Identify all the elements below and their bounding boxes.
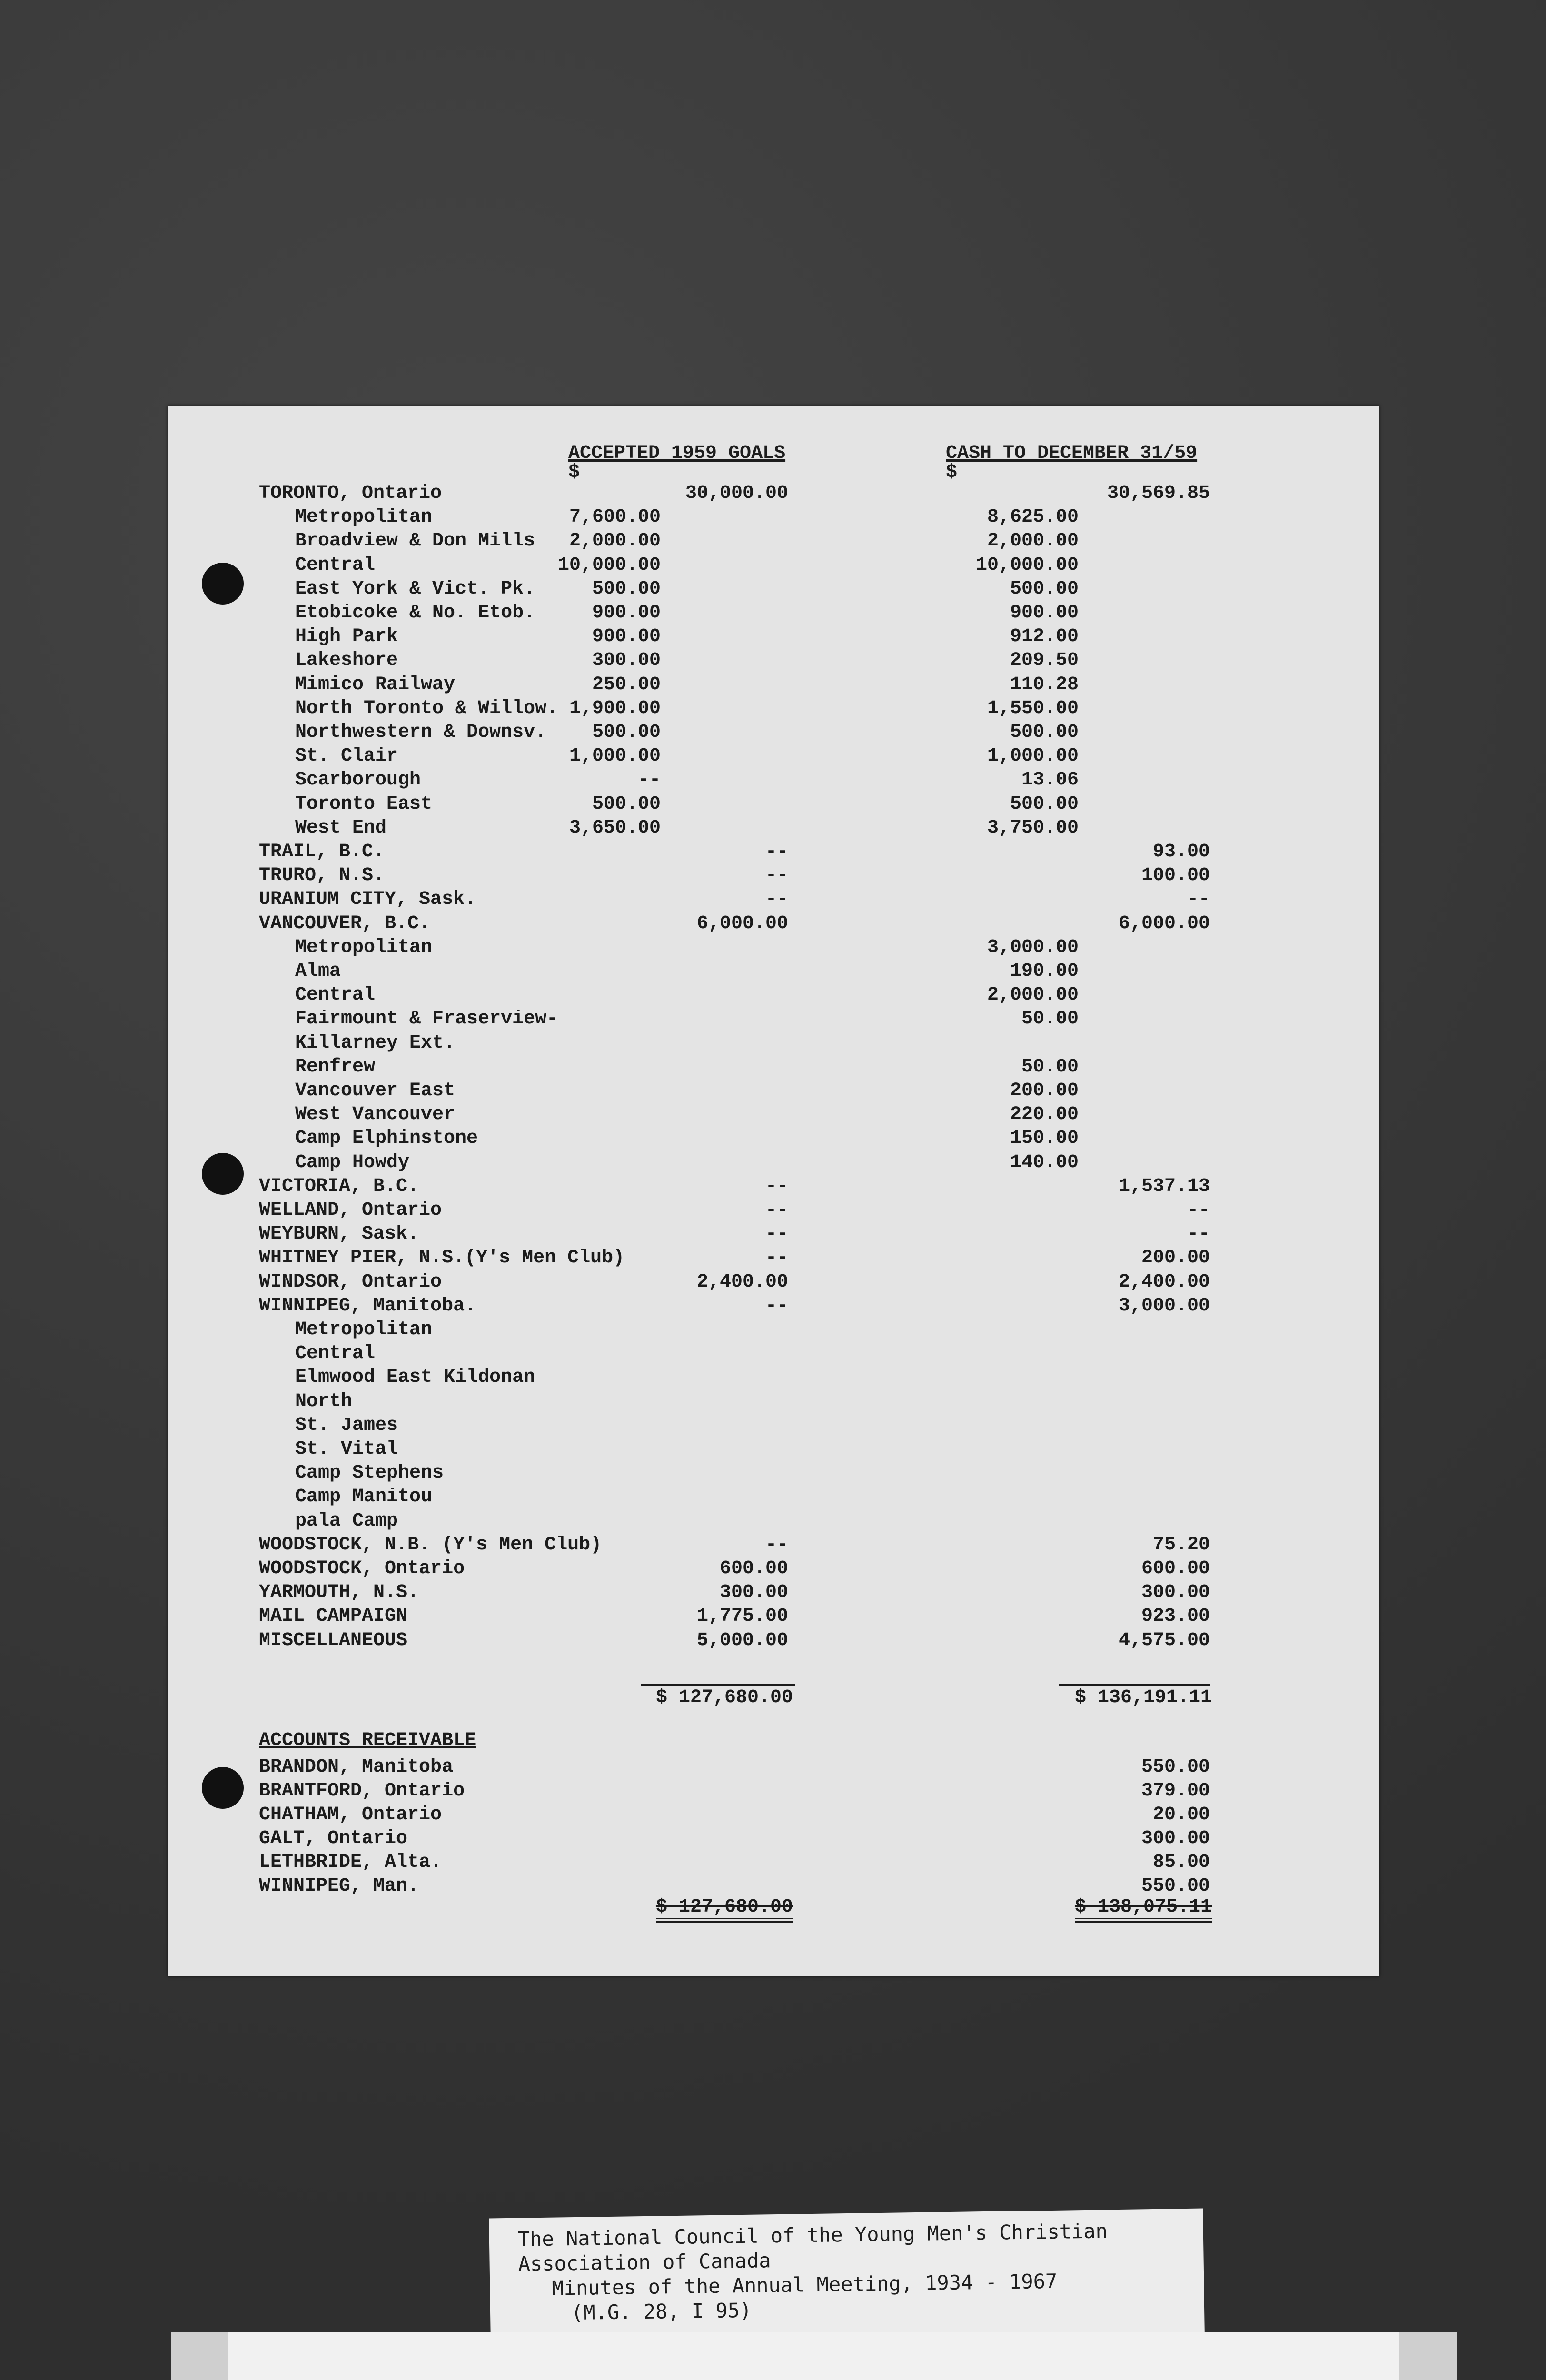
row-name: CHATHAM, Ontario <box>259 1804 442 1825</box>
row-name: Northwestern & Downsv. <box>295 722 547 743</box>
cash-total: 75.20 <box>1152 1534 1210 1556</box>
row-name: Mimico Railway <box>295 674 456 695</box>
goal-total: 2,400.00 <box>696 1271 788 1293</box>
cash-total: 200.00 <box>1141 1247 1210 1269</box>
goal-total: 600.00 <box>719 1558 788 1579</box>
ledger-row <box>168 1007 1379 1031</box>
row-name: Vancouver East <box>295 1080 456 1101</box>
ledger-row <box>168 1175 1379 1199</box>
row-name: Camp Manitou <box>295 1486 433 1508</box>
card-edge <box>171 2332 228 2380</box>
cash-detail: 3,000.00 <box>987 936 1079 958</box>
ledger-row <box>168 1079 1379 1103</box>
ledger-page <box>168 406 1379 1976</box>
ledger-row <box>168 1199 1379 1222</box>
row-name: Elmwood East Kildonan <box>295 1367 535 1388</box>
cash-total: 379.00 <box>1141 1780 1210 1802</box>
row-name: East York & Vict. Pk. <box>295 578 535 600</box>
cash-total: 3,000.00 <box>1118 1295 1210 1317</box>
row-name: West End <box>295 817 387 839</box>
cash-detail: 209.50 <box>1010 650 1079 672</box>
ledger-row <box>168 1461 1379 1485</box>
row-name: Alma <box>295 961 341 982</box>
cash-detail: 2,000.00 <box>987 530 1079 552</box>
row-name: URANIUM CITY, Sask. <box>259 889 476 911</box>
cash-total: 30,569.85 <box>1107 483 1210 504</box>
ledger-row <box>168 816 1379 840</box>
cash-total: 93.00 <box>1152 841 1210 863</box>
goal-total: 1,775.00 <box>696 1606 788 1627</box>
row-name: WINDSOR, Ontario <box>259 1271 442 1293</box>
cash-detail: 2,000.00 <box>987 984 1079 1006</box>
receivable-row <box>168 1755 1379 1779</box>
ledger-row <box>168 1222 1379 1246</box>
ledger-row <box>168 864 1379 888</box>
slip-line: Minutes of the Annual Meeting, 1934 - 1967 <box>551 2269 1058 2300</box>
cash-column-header: CASH TO DECEMBER 31/59 <box>946 443 1198 464</box>
row-name: Fairmount & Fraserview- <box>295 1008 558 1030</box>
row-name: St. Clair <box>295 745 398 767</box>
cash-subtotal-rule <box>1059 1684 1210 1686</box>
row-name: WINNIPEG, Man. <box>259 1875 419 1897</box>
cash-detail: 1,000.00 <box>987 745 1079 767</box>
goal-total: 5,000.00 <box>696 1629 788 1651</box>
row-name: High Park <box>295 626 398 648</box>
row-name: North Toronto & Willow. <box>295 697 558 719</box>
cash-total: 2,400.00 <box>1118 1271 1210 1293</box>
ledger-row <box>168 960 1379 983</box>
row-name: WELLAND, Ontario <box>259 1200 442 1221</box>
cash-subtotal: $ 136,191.11 <box>1074 1687 1212 1708</box>
row-name: LETHBRIDE, Alta. <box>259 1852 442 1873</box>
ledger-row <box>168 768 1379 792</box>
cash-total: 550.00 <box>1141 1875 1210 1897</box>
row-name: WOODSTOCK, N.B. (Y's Men Club) <box>259 1534 602 1556</box>
cash-total: 100.00 <box>1141 865 1210 887</box>
receivable-row <box>168 1803 1379 1827</box>
goal-detail: 300.00 <box>592 650 661 672</box>
cash-total: 6,000.00 <box>1118 912 1210 934</box>
cash-detail: 900.00 <box>1010 602 1079 624</box>
goal-detail: 7,600.00 <box>569 506 661 528</box>
goal-total: -- <box>765 1295 788 1317</box>
cash-detail: 220.00 <box>1010 1104 1079 1126</box>
goal-total: -- <box>765 1534 788 1556</box>
cash-total: 20.00 <box>1152 1804 1210 1825</box>
slip-line: (M.G. 28, I 95) <box>571 2298 752 2325</box>
row-name: Lakeshore <box>295 650 398 672</box>
row-name: St. Vital <box>295 1438 398 1460</box>
cash-detail: 50.00 <box>1021 1056 1079 1078</box>
goal-detail: 1,900.00 <box>569 697 661 719</box>
archive-card <box>171 2332 1457 2380</box>
row-name: St. James <box>295 1414 398 1436</box>
goal-detail: 500.00 <box>592 578 661 600</box>
goal-total: -- <box>765 1247 788 1269</box>
ledger-row <box>168 529 1379 553</box>
ledger-row <box>168 983 1379 1007</box>
row-name: Metropolitan <box>295 506 433 528</box>
slip-line: The National Council of the Young Men's Christian <box>517 2219 1108 2251</box>
cash-total: -- <box>1187 1200 1210 1221</box>
row-name: MISCELLANEOUS <box>259 1629 408 1651</box>
ledger-row <box>168 1485 1379 1509</box>
cash-total: 923.00 <box>1141 1606 1210 1627</box>
goal-detail: 900.00 <box>592 626 661 648</box>
ledger-row <box>168 744 1379 768</box>
row-name: VICTORIA, B.C. <box>259 1175 419 1197</box>
row-name: TORONTO, Ontario <box>259 483 442 504</box>
cash-detail: 13.06 <box>1021 769 1079 791</box>
row-name: Camp Elphinstone <box>295 1128 478 1150</box>
row-name: Toronto East <box>295 793 433 815</box>
ledger-row <box>168 1246 1379 1270</box>
ledger-row <box>168 482 1379 506</box>
row-name: Central <box>295 984 376 1006</box>
cash-detail: 110.28 <box>1010 674 1079 695</box>
ledger-row <box>168 1055 1379 1079</box>
ledger-row <box>168 577 1379 601</box>
row-name: pala Camp <box>295 1510 398 1532</box>
ledger-row <box>168 673 1379 697</box>
ledger-row <box>168 936 1379 960</box>
cash-total: 300.00 <box>1141 1828 1210 1849</box>
row-name: MAIL CAMPAIGN <box>259 1606 408 1627</box>
goals-column-header: ACCEPTED 1959 GOALS <box>568 443 786 464</box>
receivable-row <box>168 1874 1379 1898</box>
goal-detail: -- <box>637 769 661 791</box>
row-name: BRANTFORD, Ontario <box>259 1780 465 1802</box>
row-name: Etobicoke & No. Etob. <box>295 602 535 624</box>
cash-total: 85.00 <box>1152 1852 1210 1873</box>
ledger-row <box>168 793 1379 816</box>
row-name: WHITNEY PIER, N.S.(Y's Men Club) <box>259 1247 625 1269</box>
goals-subtotal: $ 127,680.00 <box>655 1687 793 1708</box>
cash-total: 4,575.00 <box>1118 1629 1210 1651</box>
cash-detail: 500.00 <box>1010 578 1079 600</box>
ledger-row <box>168 888 1379 912</box>
row-name: WEYBURN, Sask. <box>259 1223 419 1245</box>
cash-dollar-sign: $ <box>946 462 958 483</box>
goal-detail: 500.00 <box>592 722 661 743</box>
goals-grand-total: $ 127,680.00 <box>656 1896 793 1923</box>
ledger-row <box>168 1414 1379 1438</box>
row-name: WINNIPEG, Manitoba. <box>259 1295 476 1317</box>
accounts-receivable-heading: ACCOUNTS RECEIVABLE <box>259 1730 476 1751</box>
card-edge <box>1399 2332 1457 2380</box>
row-name: North <box>295 1390 353 1412</box>
row-name: YARMOUTH, N.S. <box>259 1582 419 1604</box>
goals-dollar-sign: $ <box>568 462 580 483</box>
row-name: GALT, Ontario <box>259 1828 408 1849</box>
ledger-row <box>168 1318 1379 1342</box>
cash-detail: 1,550.00 <box>987 697 1079 719</box>
ledger-row <box>168 554 1379 577</box>
ledger-row <box>168 1509 1379 1533</box>
goals-subtotal-rule <box>641 1684 795 1686</box>
ledger-row <box>168 1031 1379 1055</box>
row-name: Camp Howdy <box>295 1151 410 1173</box>
ledger-row <box>168 1533 1379 1557</box>
row-name: Metropolitan <box>295 1319 433 1340</box>
goal-total: -- <box>765 865 788 887</box>
cash-total: -- <box>1187 1223 1210 1245</box>
cash-detail: 3,750.00 <box>987 817 1079 839</box>
row-name: Camp Stephens <box>295 1462 444 1484</box>
cash-total: 600.00 <box>1141 1558 1210 1579</box>
cash-detail: 50.00 <box>1021 1008 1079 1030</box>
ledger-row <box>168 1629 1379 1653</box>
ledger-row <box>168 601 1379 625</box>
ledger-row <box>168 721 1379 744</box>
ledger-row <box>168 625 1379 649</box>
row-name: Scarborough <box>295 769 421 791</box>
cash-grand-total: $ 138,075.11 <box>1075 1896 1212 1923</box>
row-name: Broadview & Don Mills <box>295 530 535 552</box>
goal-total: -- <box>765 889 788 911</box>
ledger-row <box>168 506 1379 529</box>
goal-total: -- <box>765 841 788 863</box>
goal-total: 30,000.00 <box>685 483 788 504</box>
ledger-row <box>168 1438 1379 1461</box>
receivable-row <box>168 1827 1379 1851</box>
ledger-row <box>168 649 1379 673</box>
slip-line: Association of Canada <box>518 2249 771 2276</box>
cash-total: 1,537.13 <box>1118 1175 1210 1197</box>
ledger-row <box>168 697 1379 721</box>
ledger-row <box>168 1342 1379 1366</box>
ledger-row <box>168 1151 1379 1175</box>
cash-total: 300.00 <box>1141 1582 1210 1604</box>
row-name: West Vancouver <box>295 1104 456 1126</box>
ledger-row <box>168 1294 1379 1318</box>
ledger-row <box>168 1366 1379 1389</box>
row-name: Metropolitan <box>295 936 433 958</box>
cash-detail: 912.00 <box>1010 626 1079 648</box>
ledger-row <box>168 1390 1379 1414</box>
ledger-row <box>168 1127 1379 1150</box>
row-name: BRANDON, Manitoba <box>259 1756 454 1778</box>
row-name: TRURO, N.S. <box>259 865 385 887</box>
goal-detail: 2,000.00 <box>569 530 661 552</box>
ledger-row <box>168 840 1379 864</box>
cash-detail: 500.00 <box>1010 722 1079 743</box>
row-name: Central <box>295 554 376 576</box>
cash-detail: 10,000.00 <box>975 554 1079 576</box>
cash-detail: 190.00 <box>1010 961 1079 982</box>
goal-total: 300.00 <box>719 1582 788 1604</box>
ledger-row <box>168 1557 1379 1581</box>
ledger-row <box>168 1103 1379 1127</box>
row-name: Killarney Ext. <box>295 1032 456 1054</box>
ledger-row <box>168 1605 1379 1628</box>
goal-total: -- <box>765 1200 788 1221</box>
cash-detail: 200.00 <box>1010 1080 1079 1101</box>
cash-detail: 8,625.00 <box>987 506 1079 528</box>
ledger-row <box>168 1581 1379 1605</box>
goal-detail: 10,000.00 <box>557 554 661 576</box>
cash-detail: 150.00 <box>1010 1128 1079 1150</box>
receivable-row <box>168 1851 1379 1874</box>
goal-total: -- <box>765 1175 788 1197</box>
goal-detail: 3,650.00 <box>569 817 661 839</box>
row-name: VANCOUVER, B.C. <box>259 912 431 934</box>
row-name: WOODSTOCK, Ontario <box>259 1558 465 1579</box>
cash-total: 550.00 <box>1141 1756 1210 1778</box>
row-name: TRAIL, B.C. <box>259 841 385 863</box>
cash-total: -- <box>1187 889 1210 911</box>
cash-detail: 500.00 <box>1010 793 1079 815</box>
goal-total: 6,000.00 <box>696 912 788 934</box>
row-name: Renfrew <box>295 1056 376 1078</box>
ledger-row <box>168 1270 1379 1294</box>
receivable-row <box>168 1779 1379 1803</box>
goal-detail: 1,000.00 <box>569 745 661 767</box>
goal-detail: 250.00 <box>592 674 661 695</box>
cash-detail: 140.00 <box>1010 1151 1079 1173</box>
row-name: Central <box>295 1343 376 1365</box>
goal-detail: 500.00 <box>592 793 661 815</box>
ledger-row <box>168 912 1379 936</box>
goal-total: -- <box>765 1223 788 1245</box>
goal-detail: 900.00 <box>592 602 661 624</box>
